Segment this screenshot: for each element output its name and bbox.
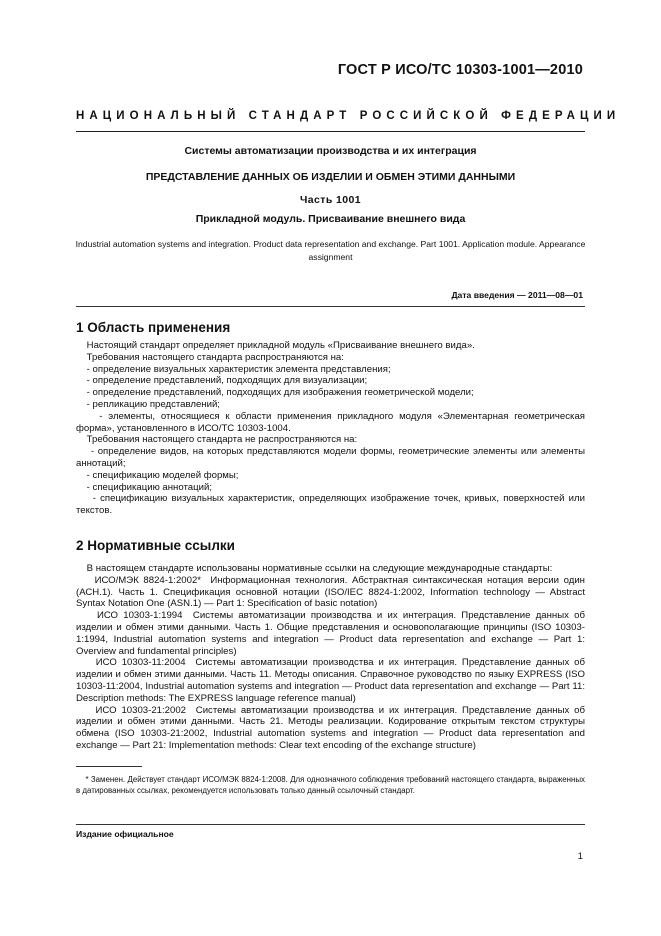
section2-body bbox=[76, 563, 588, 752]
footnote-text: * Заменен. Действует стандарт ИСО/МЭК 8824-1:2008. Для однозначного соблюдения требований настоящего стандарта, выраженных в датированных ссылках, рекомендуется использовать только данный ссылочный стандарт. bbox=[76, 775, 588, 795]
section1-line: - определение представлений, подходящих для изображения геометрической модели; bbox=[76, 387, 474, 399]
title-subtitle: Прикладной модуль. Присваивание внешнего вида bbox=[195, 213, 466, 225]
section1-line: Требования настоящего стандарта распространяются на: bbox=[76, 351, 344, 363]
footer-rule bbox=[76, 824, 585, 825]
section1-line: - спецификацию аннотаций; bbox=[76, 481, 212, 493]
section1-line: - спецификацию моделей формы; bbox=[76, 469, 239, 481]
section1-line: - элементы, относящиеся к области применения прикладного модуля «Элементарная геометрическая форма», установленного в ИСО/ТС 10303-1004. bbox=[76, 410, 588, 434]
reference-paragraph: В настоящем стандарте использованы нормативные ссылки на следующие международные стандарты: bbox=[76, 563, 553, 574]
footnote bbox=[76, 774, 588, 796]
gost-code: ГОСТ Р ИСО/ТС 10303-1001—2010 bbox=[337, 62, 583, 78]
title-line2: ПРЕДСТАВЛЕНИЕ ДАННЫХ ОБ ИЗДЕЛИИ И ОБМЕН ЭТИМИ ДАННЫМИ bbox=[145, 171, 516, 183]
section1-line: - спецификацию визуальных характеристик, определяющих изображение точек, кривых, поверхностей или текстов. bbox=[76, 493, 588, 517]
page-number: 1 bbox=[577, 851, 583, 862]
intro-date: Дата введения — 2011—08—01 bbox=[451, 290, 583, 300]
title-line1: Системы автоматизации производства и их интеграция bbox=[184, 145, 477, 157]
section1-line: - определение видов, на которых представляются модели формы, геометрические элементы или элементы аннотаций; bbox=[76, 446, 588, 469]
footnote-rule bbox=[76, 766, 142, 767]
reference-paragraph: ИСО 10303-11:2004 Системы автоматизации производства и их интеграция. Представление данных об изделии и обмен этими данными. Часть 11. Методы описания. Справочное руководство по языку EXPRESS (ISO 10303-11:2004, Industrial automation systems and integration — Product data representation and exchange — Part 11: Description methods: The EXPRESS language reference manual) bbox=[76, 657, 588, 704]
title-part: Часть 1001 bbox=[300, 194, 361, 206]
reference-paragraph: ИСО 10303-21:2002 Системы автоматизации производства и их интеграция. Представление данных об изделии и обмен этими данными. Часть 21. Методы реализации. Кодирование открытым текстом структуры обмена (ISO 10303-21:2002, Industrial automation systems and integration — Product data representation and exchange — Part 21: Implementation methods: Clear text encoding of the exchange structure) bbox=[76, 704, 588, 751]
section2-heading: 2 Нормативные ссылки bbox=[76, 538, 235, 553]
national-standard-title: НАЦИОНАЛЬНЫЙ СТАНДАРТ РОССИЙСКОЙ ФЕДЕРАЦИИ bbox=[76, 110, 621, 122]
date-rule bbox=[76, 306, 585, 307]
section1-line: Настоящий стандарт определяет прикладной модуль «Присваивание внешнего вида». bbox=[76, 340, 475, 351]
section1-line: - определение визуальных характеристик элемента представления; bbox=[76, 363, 391, 375]
header-rule bbox=[76, 131, 585, 132]
reference-paragraph: ИСО/МЭК 8824-1:2002* Информационная технология. Абстрактная синтаксическая нотация версии один (АСН.1). Часть 1. Спецификация основной нотации (ISO/IEC 8824-1:2002, Information technology — Abstract Syntax Notation One (ASN.1) — Part 1: Specification of basic notation) bbox=[76, 574, 588, 610]
section1-body bbox=[76, 340, 588, 517]
reference-paragraph: ИСО 10303-1:1994 Системы автоматизации производства и их интеграция. Представление данных об изделии и обмен этими данными. Часть 1. Общие представления и основополагающие принципы (ISO 10303-1:1994, Industrial automation systems and integration — Product data representation and exchange — Part 1: Overview and fundamental principles) bbox=[76, 610, 588, 657]
section1-heading: 1 Область применения bbox=[76, 320, 231, 335]
section1-line: - репликацию представлений; bbox=[76, 398, 220, 410]
section1-line: Требования настоящего стандарта не распространяются на: bbox=[76, 434, 358, 446]
section1-line: - определение представлений, подходящих для визуализации; bbox=[76, 375, 368, 387]
edition-label: Издание официальное bbox=[76, 829, 174, 839]
title-english: Industrial automation systems and integration. Product data representation and exchange. Part 1001. Application module. Appearance assignment bbox=[75, 239, 586, 262]
